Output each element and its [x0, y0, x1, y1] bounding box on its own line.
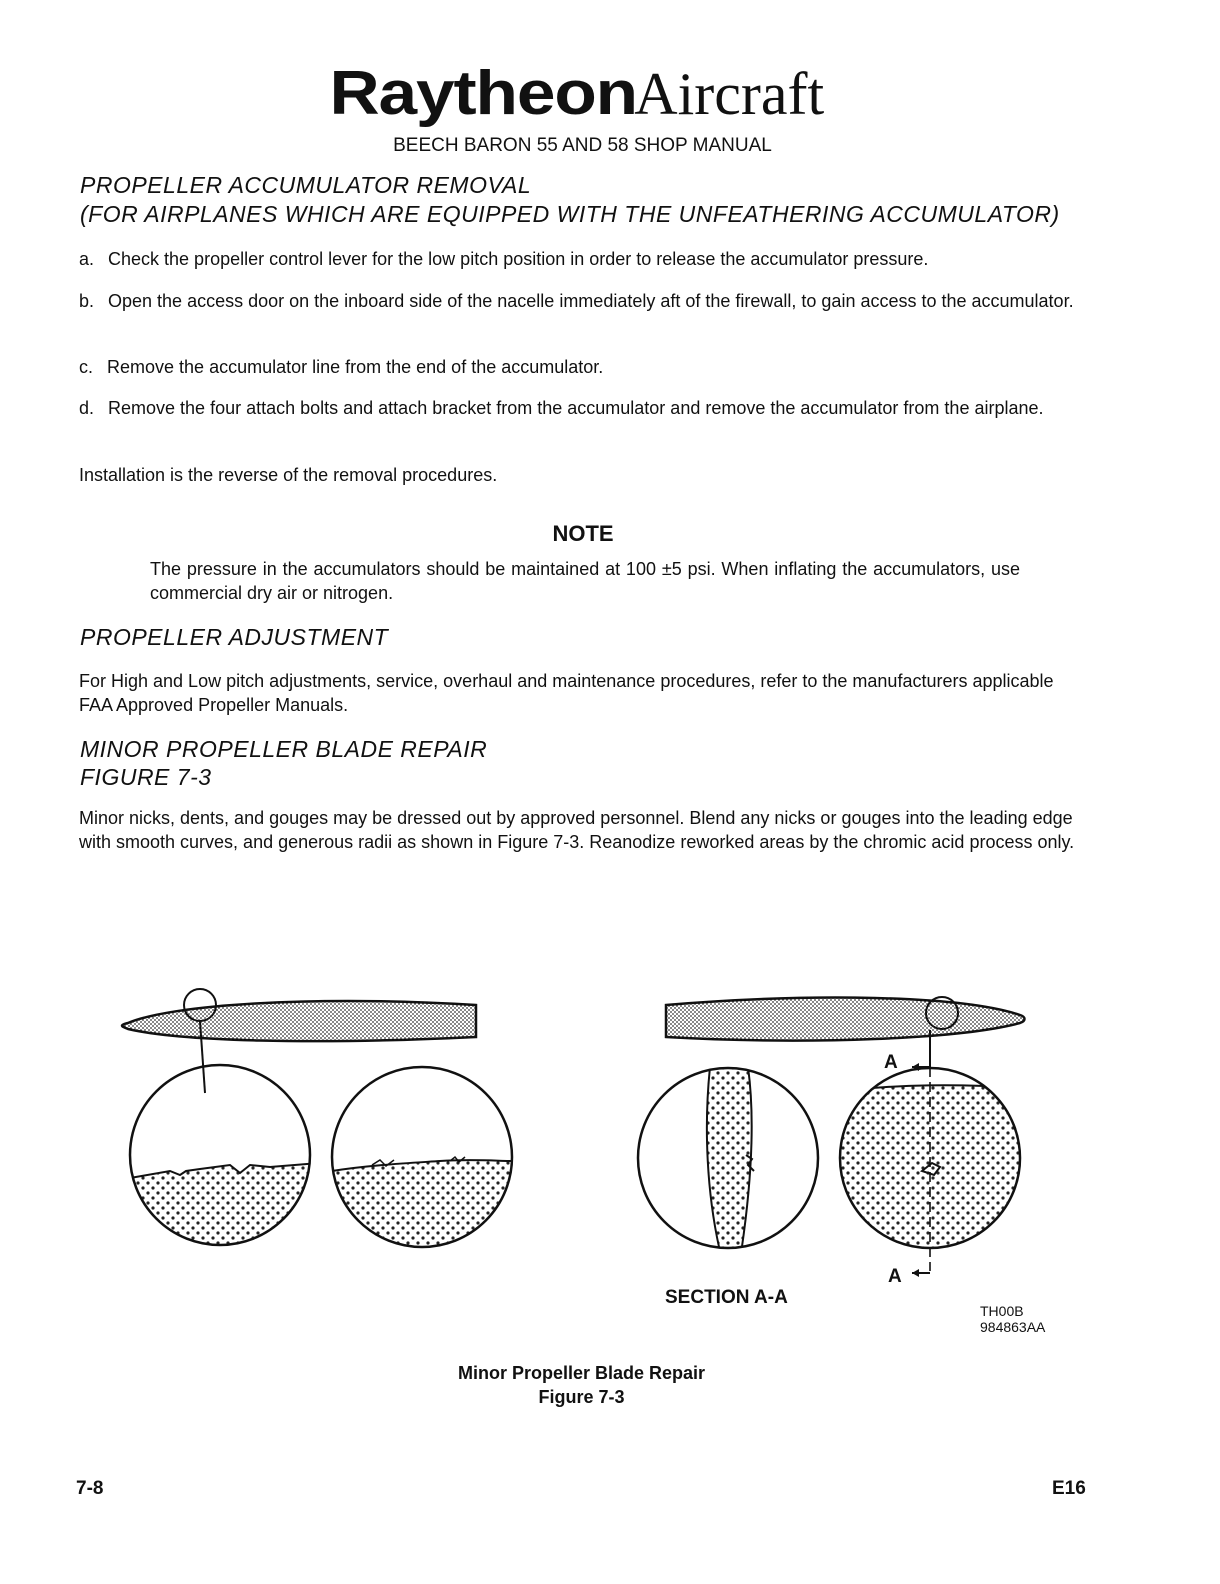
step-text: Open the access door on the inboard side of the nacelle immediately aft of the firewall, to gain access to the accumulator. [108, 291, 1074, 311]
blade-right [666, 998, 1025, 1041]
blade-repair-figure [110, 975, 1070, 1315]
step-b [79, 289, 1079, 313]
step-text: Remove the four attach bolts and attach bracket from the accumulator and remove the accumulator from the airplane. [108, 398, 1044, 418]
step-c [79, 355, 1079, 379]
note-title: NOTE [552, 521, 614, 546]
step-d [79, 396, 1079, 420]
brand-name-bold: Raytheon [329, 59, 637, 128]
revision-code: E16 [1052, 1478, 1086, 1499]
figure-code-line2: 984863AA [980, 1319, 1046, 1335]
section-subtitle-figure: FIGURE 7-3 [80, 764, 212, 790]
figure-caption [0, 1361, 1163, 1409]
manual-title: BEECH BARON 55 AND 58 SHOP MANUAL [393, 135, 772, 156]
figure-code-line1: TH00B [980, 1303, 1024, 1319]
installation-text: Installation is the reverse of the removal procedures. [79, 465, 498, 485]
section-marker-top: A [884, 1052, 898, 1073]
section-title-accumulator-removal: PROPELLER ACCUMULATOR REMOVAL [80, 172, 532, 198]
brand-name-serif: Aircraft [634, 61, 825, 127]
page-number: 7-8 [76, 1478, 104, 1499]
section-title-propeller-adjustment: PROPELLER ADJUSTMENT [80, 624, 389, 650]
figure-code [980, 1303, 1045, 1335]
step-label: d. [79, 398, 95, 418]
step-label: a. [79, 249, 95, 269]
blade-repair-text: Minor nicks, dents, and gouges may be dressed out by approved personnel. Blend any nicks or gouges into the leading edge with smooth curves, and generous radii as shown in Figure 7-3. Reanodize reworked areas by the chromic acid process only. [79, 808, 1075, 852]
step-label: c. [79, 357, 94, 377]
section-title-blade-repair: MINOR PROPELLER BLADE REPAIR [80, 736, 488, 762]
section-label: SECTION A-A [665, 1287, 788, 1308]
step-a [79, 247, 1079, 271]
note-text: The pressure in the accumulators should be maintained at 100 ±5 psi. When inflating the accumulators, use commercial dry air or nitrogen. [150, 559, 1020, 603]
step-text: Remove the accumulator line from the end of the accumulator. [107, 357, 604, 377]
adjustment-text: For High and Low pitch adjustments, service, overhaul and maintenance procedures, refer to the manufacturers applicable FAA Approved Propeller Manuals. [79, 671, 1054, 715]
blade-left [122, 1001, 476, 1041]
step-label: b. [79, 291, 95, 311]
figure-caption-title: Minor Propeller Blade Repair [457, 1363, 706, 1383]
section-subtitle-accumulator: (FOR AIRPLANES WHICH ARE EQUIPPED WITH THE UNFEATHERING ACCUMULATOR) [80, 201, 1060, 227]
brand-logo [0, 58, 1170, 129]
step-text: Check the propeller control lever for the low pitch position in order to release the accumulator pressure. [108, 249, 929, 269]
section-marker-bottom: A [888, 1266, 902, 1287]
figure-caption-number: Figure 7-3 [538, 1387, 625, 1407]
